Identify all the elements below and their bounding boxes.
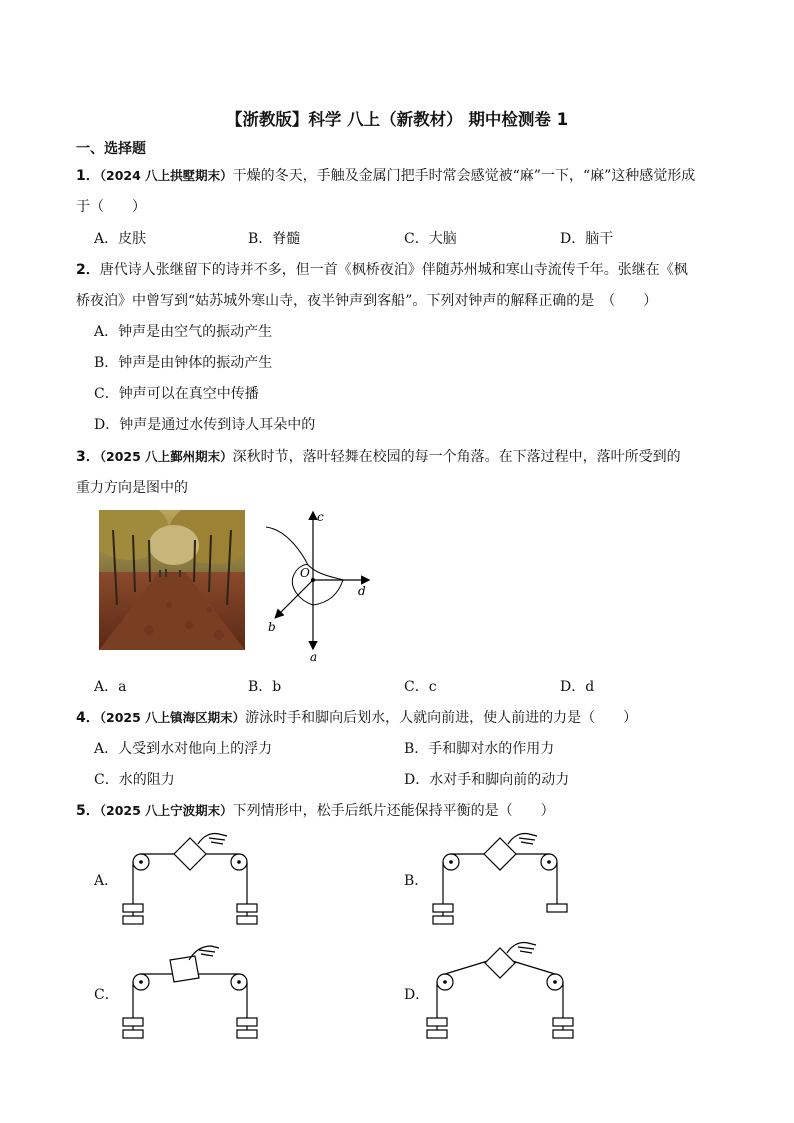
label-c: c [317,510,324,524]
q5-diagram-c [115,938,265,1043]
q5-diagram-b [425,824,575,929]
q2-number: 2． [76,262,100,278]
q3-number: 3． [76,449,100,465]
label-o: O [300,566,310,580]
q2-line2: 桥夜泊》中曾写到“姑苏城外寒山寺，夜半钟声到客船”。下列对钟声的解释正确的是 （ ） [76,293,658,309]
q3-text: 深秋时节，落叶轻舞在校园的每一个角落。在下落过程中，落叶所受到的 [232,449,681,465]
label-a: a [310,650,318,664]
q4-option-a[interactable]: A．人受到水对他向上的浮力 [94,741,273,757]
q5-line1 [76,800,555,820]
q1-option-a[interactable]: A．皮肤 [94,231,147,247]
point-o [311,578,315,582]
q3-option-a[interactable]: A．a [94,679,127,695]
q5-option-d[interactable]: D． [404,987,430,1003]
q5-diagram-a [115,824,265,929]
q2-text: 唐代诗人张继留下的诗并不多，但一首《枫桥夜泊》伴随苏州城和寒山寺流传千年。张继在《枫 [99,262,688,278]
q4-number: 4． [76,710,100,726]
q4-option-d[interactable]: D．水对手和脚向前的动力 [404,772,570,788]
q5-option-a[interactable]: A． [94,873,119,889]
q4-line1 [76,707,637,727]
autumn-leaves-photo [99,510,245,650]
q3-line1 [76,446,681,466]
q5-text: 下列情形中，松手后纸片还能保持平衡的是（ ） [232,803,555,819]
q1-option-d[interactable]: D．脑干 [560,231,614,247]
q1-option-c[interactable]: C．大脑 [404,231,457,247]
q4-text: 游泳时手和脚向后划水，人就向前进，使人前进的力是（ ） [245,710,638,726]
q5-option-c[interactable]: C． [94,987,119,1003]
q2-option-c[interactable]: C．钟声可以在真空中传播 [94,386,259,402]
q5-number: 5． [76,803,100,819]
q1-line1 [76,165,695,185]
q1-source: （2024 八上拱墅期末） [99,168,233,183]
q3-line2: 重力方向是图中的 [76,480,188,496]
q1-option-b[interactable]: B．脊髓 [248,231,301,247]
q1-line2: 于（ ） [76,199,146,215]
q2-line1 [76,259,688,279]
q2-option-a[interactable]: A．钟声是由空气的振动产生 [94,324,273,340]
q3-source: （2025 八上鄞州期末） [99,449,233,464]
q5-option-b[interactable]: B． [404,873,429,889]
q4-option-c[interactable]: C．水的阻力 [94,772,175,788]
q3-option-d[interactable]: D．d [560,679,595,695]
label-d: d [358,584,366,598]
q1-number: 1． [76,168,100,184]
section-heading: 一、选择题 [76,141,146,157]
q5-source: （2025 八上宁波期末） [99,803,233,818]
q1-text: 干燥的冬天，手触及金属门把手时常会感觉被“麻”一下，“麻”这种感觉形成 [232,168,696,184]
label-b: b [268,620,276,634]
q5-diagram-d [425,938,575,1043]
q4-source: （2025 八上镇海区期末） [99,710,246,725]
q4-option-b[interactable]: B．手和脚对水的作用力 [404,741,555,757]
q3-option-c[interactable]: C．c [404,679,437,695]
q2-option-b[interactable]: B．钟声是由钟体的振动产生 [94,355,273,371]
q2-option-d[interactable]: D．钟声是通过水传到诗人耳朵中的 [94,417,316,433]
page-title: 【浙教版】科学 八上（新教材） 期中检测卷 1 [225,110,569,129]
force-direction-diagram [258,505,378,665]
q3-option-b[interactable]: B．b [248,679,282,695]
arrow-b [276,580,313,617]
